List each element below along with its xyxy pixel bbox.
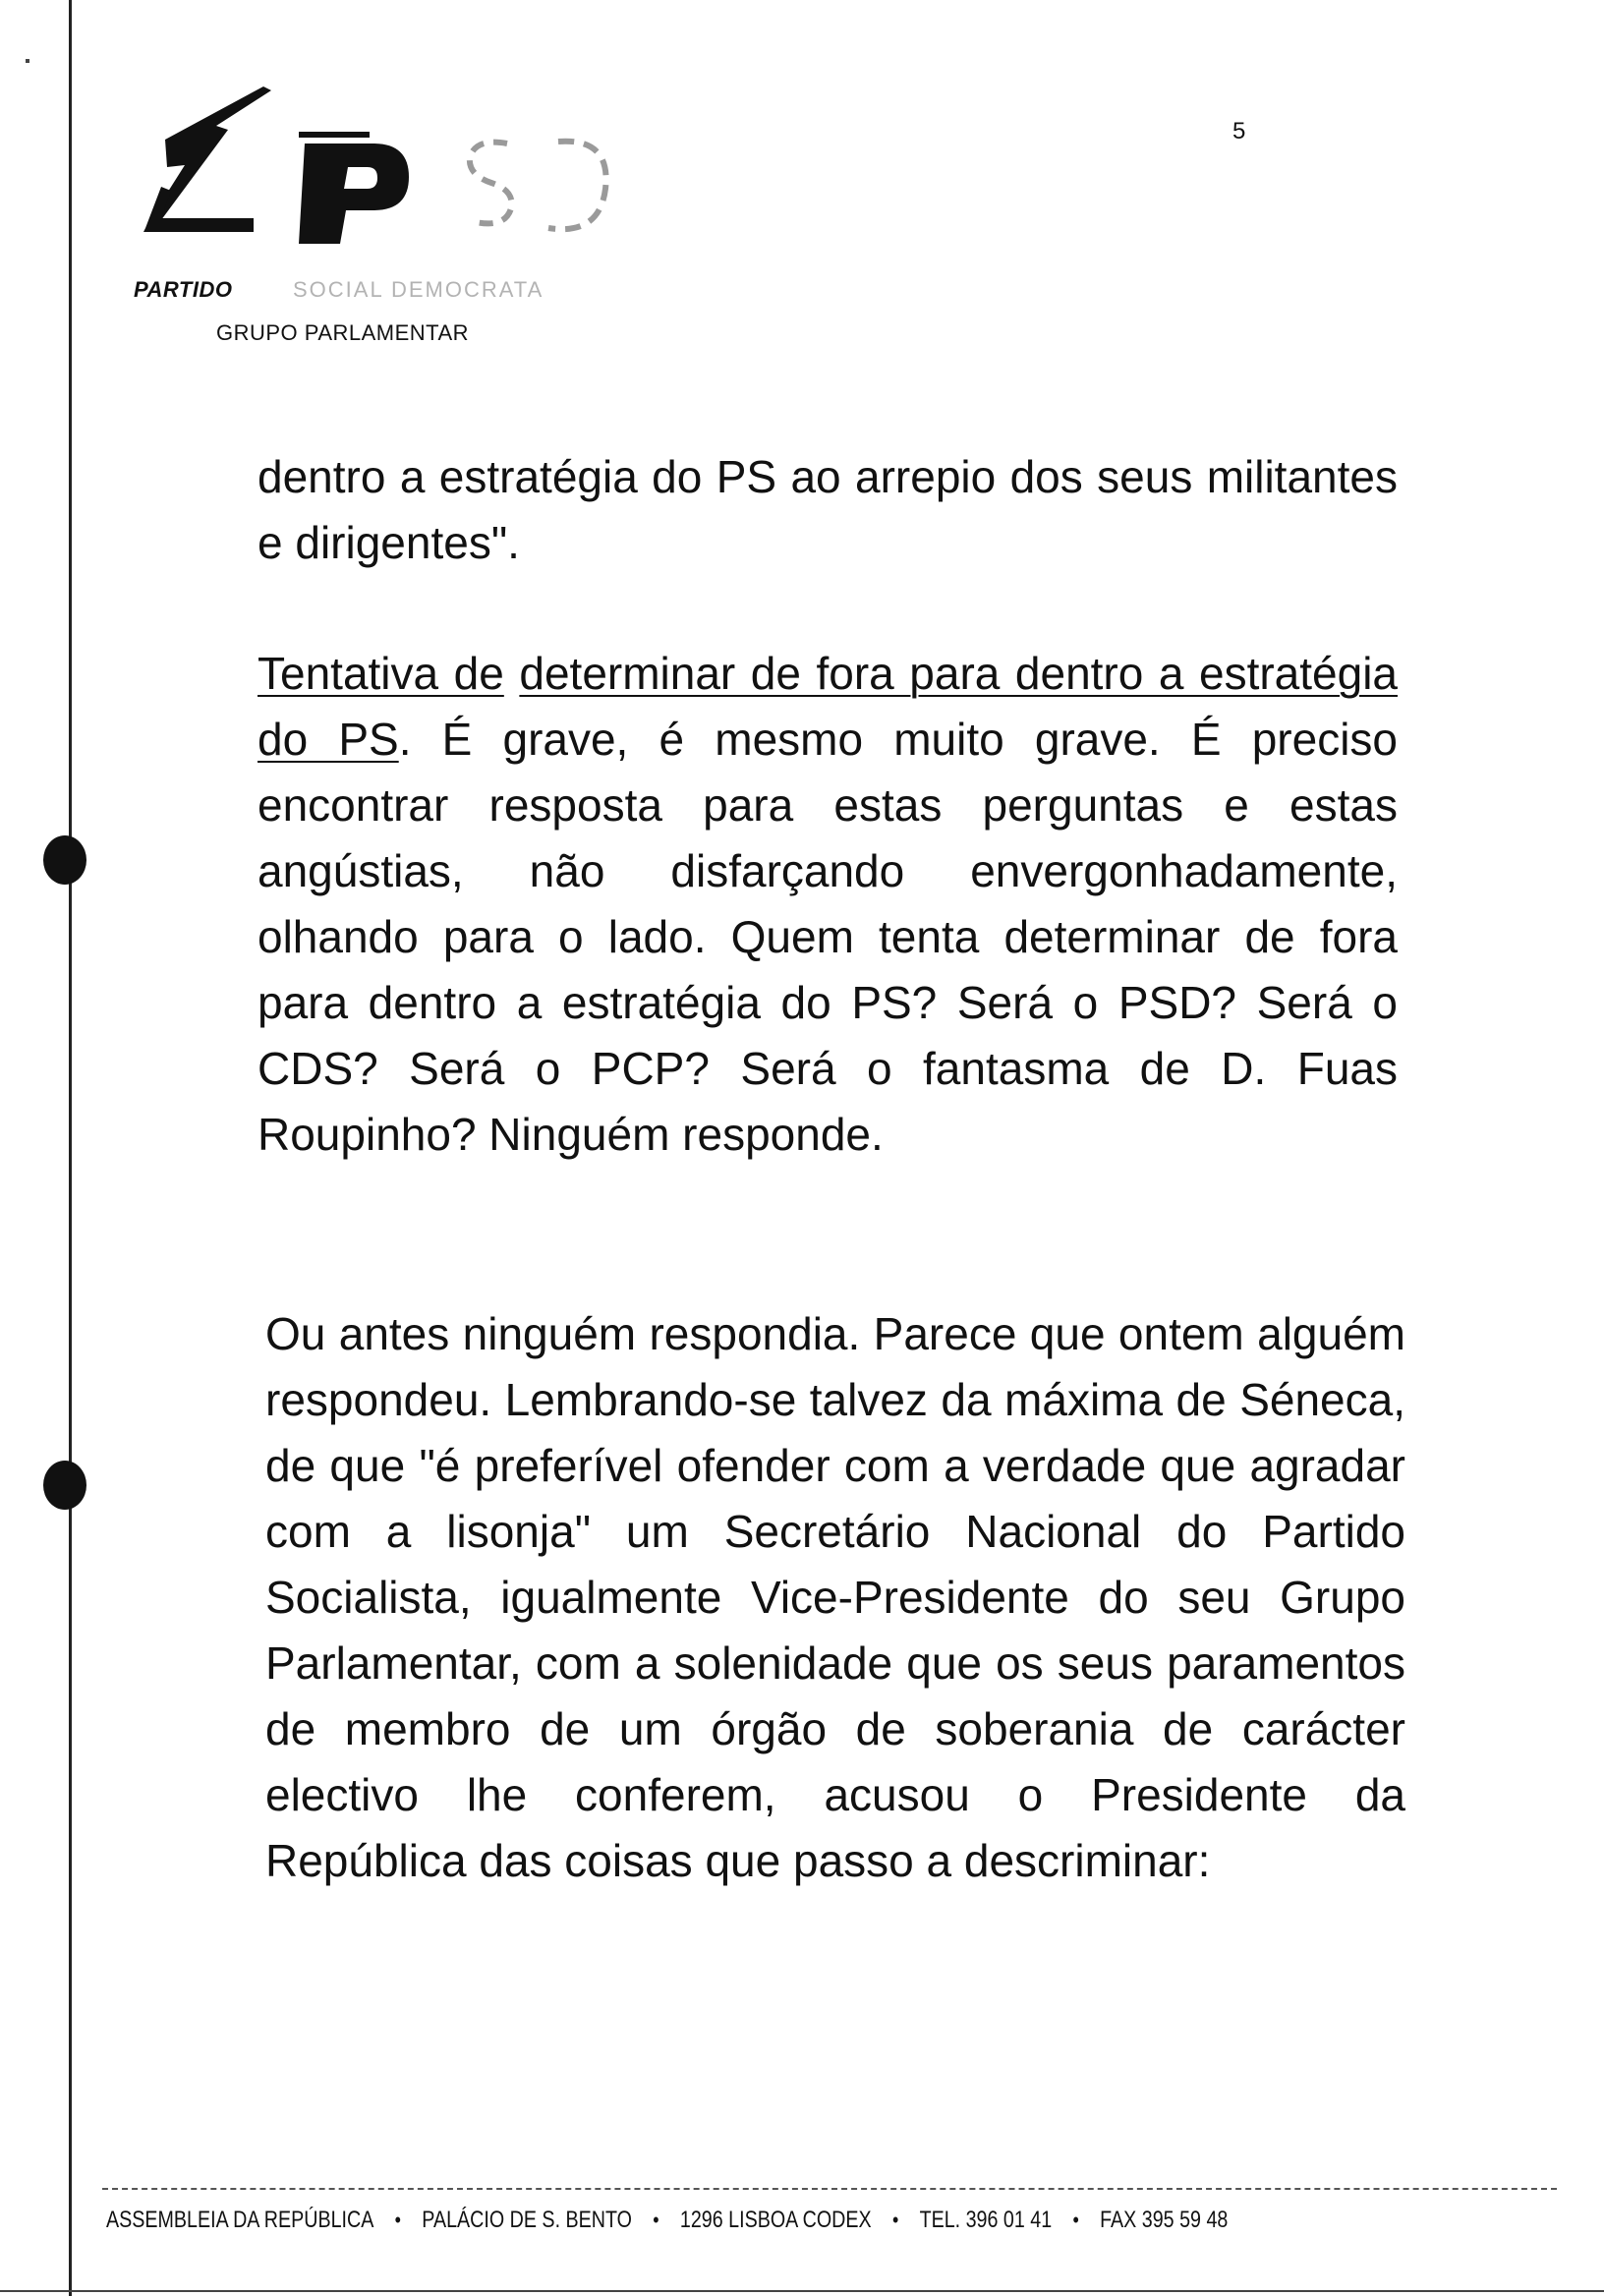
footer-palace: PALÁCIO DE S. BENTO — [422, 2207, 632, 2233]
footer-separator: • — [653, 2208, 659, 2232]
footer-fax: FAX 395 59 48 — [1100, 2207, 1229, 2233]
psd-emblem-icon — [126, 81, 657, 277]
party-logo — [126, 81, 657, 302]
underlined-phrase-a: Tentativa de — [258, 648, 504, 699]
left-margin-rule — [69, 0, 72, 2296]
punch-hole-top — [43, 835, 86, 885]
footer-phone: TEL. 396 01 41 — [919, 2207, 1053, 2233]
party-label: PARTIDO — [134, 277, 233, 302]
paragraph-2-rest: . É grave, é mesmo muito grave. É preciso encontrar resposta para estas perguntas e estas angústias, não disfarçando envergonhadamente, olhando para o lado. Quem tenta determinar de fora para dentro a estratégia do PS? Será o PSD? Será o CDS? Será o PCP? Será o fantasma de D. Fuas Roupinho? Ninguém responde. — [258, 714, 1398, 1160]
footer-separator: • — [891, 2208, 899, 2232]
party-label-faded: SOCIAL DEMOCRATA — [293, 277, 544, 302]
paragraph-2 — [258, 641, 1398, 1168]
footer-separator: • — [394, 2208, 401, 2232]
group-label: GRUPO PARLAMENTAR — [216, 320, 470, 345]
bottom-edge-rule — [0, 2290, 1604, 2292]
footer-address — [106, 2207, 1299, 2234]
page-number: 5 — [1232, 118, 1246, 144]
footer-assembly: ASSEMBLEIA DA REPÚBLICA — [106, 2207, 374, 2233]
footer-separator: • — [1072, 2208, 1079, 2232]
footer-postal: 1296 LISBOA CODEX — [679, 2207, 872, 2233]
scan-mark — [26, 59, 29, 63]
punch-hole-bottom — [43, 1461, 86, 1510]
underlined-phrase-b: determinar de fora para dentro a estratégia do PS — [258, 648, 1399, 765]
footer-divider — [102, 2188, 1557, 2190]
paragraph-1: dentro a estratégia do PS ao arrepio dos seus militantes e dirigentes". — [258, 451, 1398, 568]
paragraph-3: Ou antes ninguém respondia. Parece que ontem alguém respondeu. Lembrando-se talvez da máxima de Séneca, de que "é preferível ofender com a verdade que agradar com a lisonja" um Secretário Nacional do Partido Socialista, igualmente Vice-Presidente do seu Grupo Parlamentar, com a solenidade que os seus paramentos de membro de um órgão de soberania de carácter electivo lhe conferem, acusou o Presidente da República das coisas que passo a descriminar: — [265, 1308, 1405, 1886]
phrase-gap — [504, 648, 520, 699]
